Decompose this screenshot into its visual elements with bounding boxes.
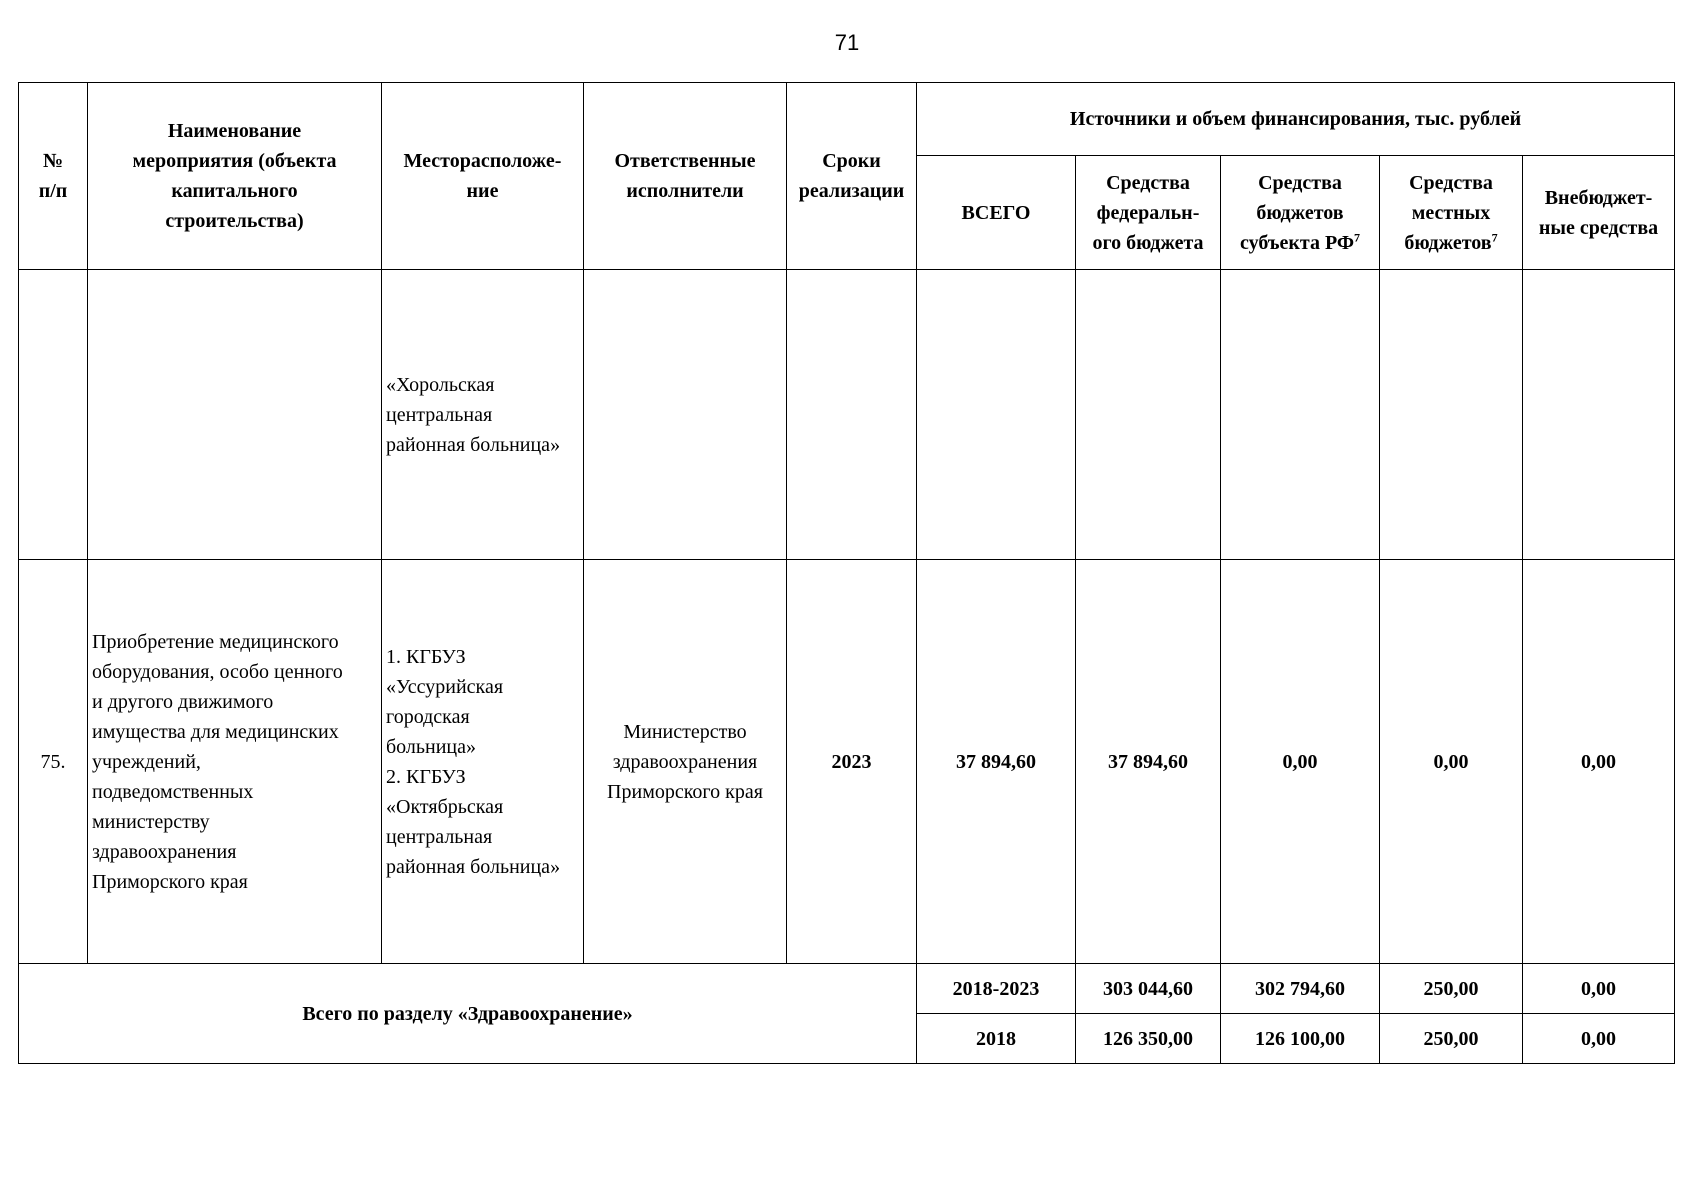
header-name: Наименование мероприятия (объекта капитального строительства) bbox=[88, 83, 382, 270]
total-federal: 302 794,60 bbox=[1221, 964, 1380, 1014]
cell-terms bbox=[787, 270, 917, 560]
total-regional: 250,00 bbox=[1380, 964, 1523, 1014]
cell-num bbox=[19, 270, 88, 560]
cell-total bbox=[917, 270, 1076, 560]
total-total: 126 350,00 bbox=[1076, 1014, 1221, 1064]
header-federal: Средства федеральн- ого бюджета bbox=[1076, 156, 1221, 270]
cell-executors bbox=[584, 270, 787, 560]
cell-regional: 0,00 bbox=[1221, 560, 1380, 964]
cell-local bbox=[1380, 270, 1523, 560]
header-executors: Ответственные исполнители bbox=[584, 83, 787, 270]
cell-extra: 0,00 bbox=[1523, 560, 1675, 964]
page-number: 71 bbox=[834, 30, 860, 55]
total-local: 0,00 bbox=[1523, 964, 1675, 1014]
total-regional: 250,00 bbox=[1380, 1014, 1523, 1064]
financing-table bbox=[18, 82, 1675, 1064]
header-local-footnote: 7 bbox=[1491, 229, 1498, 244]
cell-executors: Министерство здравоохранения Приморского края bbox=[584, 560, 787, 964]
cell-regional bbox=[1221, 270, 1380, 560]
header-row-1 bbox=[19, 83, 1675, 156]
cell-total: 37 894,60 bbox=[917, 560, 1076, 964]
cell-local: 0,00 bbox=[1380, 560, 1523, 964]
header-regional-footnote: 7 bbox=[1354, 229, 1361, 244]
header-total: ВСЕГО bbox=[917, 156, 1076, 270]
total-local: 0,00 bbox=[1523, 1014, 1675, 1064]
cell-terms: 2023 bbox=[787, 560, 917, 964]
header-num: № п/п bbox=[19, 83, 88, 270]
total-row bbox=[19, 964, 1675, 1014]
cell-location: 1. КГБУЗ «Уссурийская городская больница» 2. КГБУЗ «Октябрьская центральная районная больница» bbox=[382, 560, 584, 964]
total-label: Всего по разделу «Здравоохранение» bbox=[19, 964, 917, 1064]
cell-name: Приобретение медицинского оборудования, особо ценного и другого движимого имущества для медицинских учреждений, подведомственных министерству здравоохранения Приморского края bbox=[88, 560, 382, 964]
total-terms: 2018-2023 bbox=[917, 964, 1076, 1014]
cell-federal bbox=[1076, 270, 1221, 560]
table-row bbox=[19, 270, 1675, 560]
cell-num: 75. bbox=[19, 560, 88, 964]
total-federal: 126 100,00 bbox=[1221, 1014, 1380, 1064]
header-extra: Внебюджет- ные средства bbox=[1523, 156, 1675, 270]
cell-federal: 37 894,60 bbox=[1076, 560, 1221, 964]
header-location: Месторасположе- ние bbox=[382, 83, 584, 270]
header-regional-label: Средства бюджетов субъекта РФ bbox=[1239, 171, 1355, 254]
header-regional bbox=[1221, 156, 1380, 270]
header-terms: Сроки реализации bbox=[787, 83, 917, 270]
header-local bbox=[1380, 156, 1523, 270]
total-terms: 2018 bbox=[917, 1014, 1076, 1064]
cell-location: «Хорольская центральная районная больница» bbox=[382, 270, 584, 560]
cell-extra bbox=[1523, 270, 1675, 560]
table-row bbox=[19, 560, 1675, 964]
header-local-label: Средства местных бюджетов bbox=[1404, 171, 1493, 254]
header-financing: Источники и объем финансирования, тыс. рублей bbox=[917, 83, 1675, 156]
cell-name bbox=[88, 270, 382, 560]
total-total: 303 044,60 bbox=[1076, 964, 1221, 1014]
